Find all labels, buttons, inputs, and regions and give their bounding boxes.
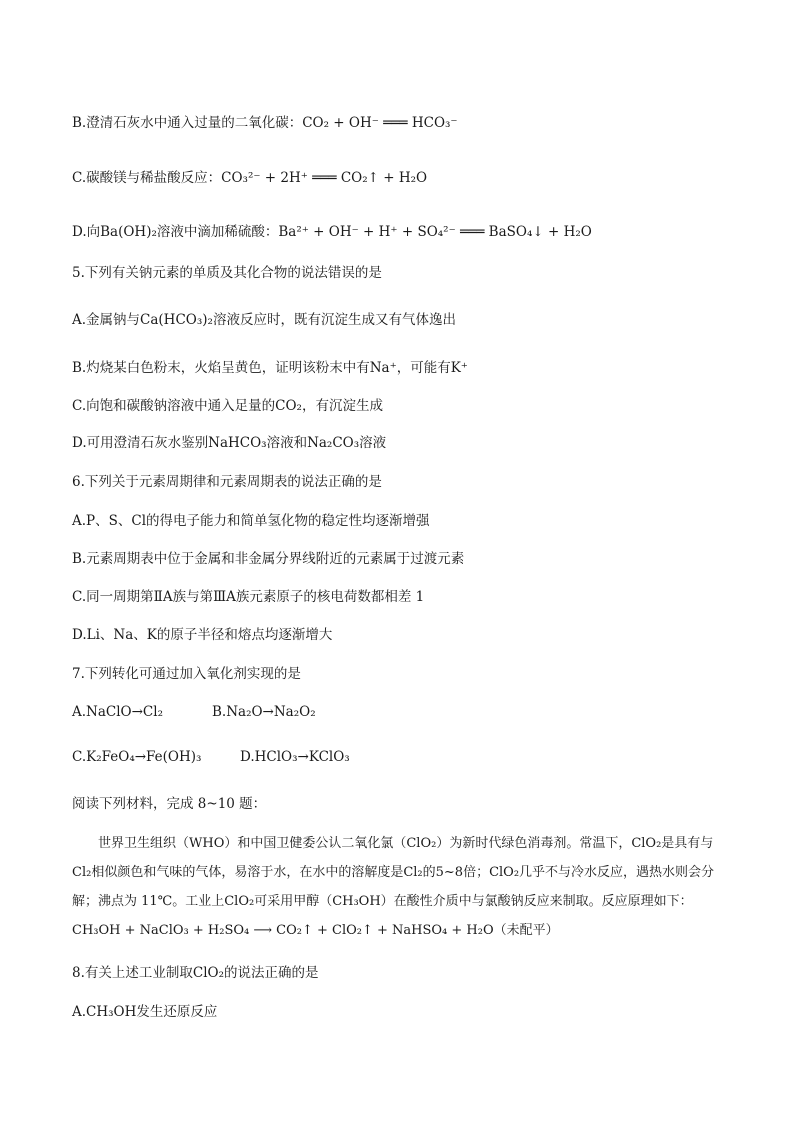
question-8-option-a: A.CH₃OH发生还原反应	[72, 1004, 218, 1020]
question-6-option-b: B.元素周期表中位于金属和非金属分界线附近的元素属于过渡元素	[72, 551, 465, 567]
reading-passage	[72, 829, 732, 945]
reading-passage-text: 世界卫生组织（WHO）和中国卫健委公认二氧化氯（ClO₂）为新时代绿色消毒剂。常温下，ClO₂是具有与Cl₂相似颜色和气味的气体，易溶于水，在水中的溶解度是Cl₂的5~8倍；ClO₂几乎不与冷水反应，遇热水则会分解；沸点为 11℃。工业上ClO₂可采用甲醇（CH₃OH）在酸性介质中与氯酸钠反应来制取。反应原理如下：CH₃OH + NaClO₃ + H₂SO₄ ⟶ CO₂↑ + ClO₂↑ + NaHSO₄ + H₂O（未配平）	[72, 836, 715, 938]
question-5-option-b: B.灼烧某白色粉末，火焰呈黄色，证明该粉末中有Na⁺，可能有K⁺	[72, 360, 468, 376]
question-5-stem: 5.下列有关钠元素的单质及其化合物的说法错误的是	[72, 265, 382, 281]
question-6-option-a: A.P、S、Cl的得电子能力和简单氢化物的稳定性均逐渐增强	[72, 513, 430, 529]
question-6-stem: 6.下列关于元素周期律和元素周期表的说法正确的是	[72, 474, 382, 490]
option-d-line: D.向Ba(OH)₂溶液中滴加稀硫酸：Ba²⁺ + OH⁻ + H⁺ + SO₄²⁻ ═══ BaSO₄↓ + H₂O	[72, 224, 592, 240]
question-6-option-d: D.Li、Na、K的原子半径和熔点均逐渐增大	[72, 627, 333, 643]
question-6-option-c: C.同一周期第ⅡA族与第ⅢA族元素原子的核电荷数都相差 1	[72, 589, 425, 605]
question-7-option-d: D.HClO₃→KClO₃	[240, 749, 350, 765]
question-5-option-d: D.可用澄清石灰水鉴别NaHCO₃溶液和Na₂CO₃溶液	[72, 435, 387, 451]
question-7-option-c: C.K₂FeO₄→Fe(OH)₃	[72, 749, 202, 765]
question-5-option-c: C.向饱和碳酸钠溶液中通入足量的CO₂，有沉淀生成	[72, 398, 383, 414]
question-7-stem: 7.下列转化可通过加入氧化剂实现的是	[72, 666, 301, 682]
question-5-option-a: A.金属钠与Ca(HCO₃)₂溶液反应时，既有沉淀生成又有气体逸出	[72, 312, 456, 328]
question-7-option-b: B.Na₂O→Na₂O₂	[212, 704, 316, 720]
question-8-stem: 8.有关上述工业制取ClO₂的说法正确的是	[72, 965, 319, 981]
question-7-option-a: A.NaClO→Cl₂	[72, 704, 163, 720]
option-b-line: B.澄清石灰水中通入过量的二氧化碳：CO₂ + OH⁻ ═══ HCO₃⁻	[72, 115, 458, 131]
reading-instruction: 阅读下列材料，完成 8~10 题：	[72, 796, 267, 812]
option-c-line: C.碳酸镁与稀盐酸反应：CO₃²⁻ + 2H⁺ ═══ CO₂↑ + H₂O	[72, 170, 428, 186]
